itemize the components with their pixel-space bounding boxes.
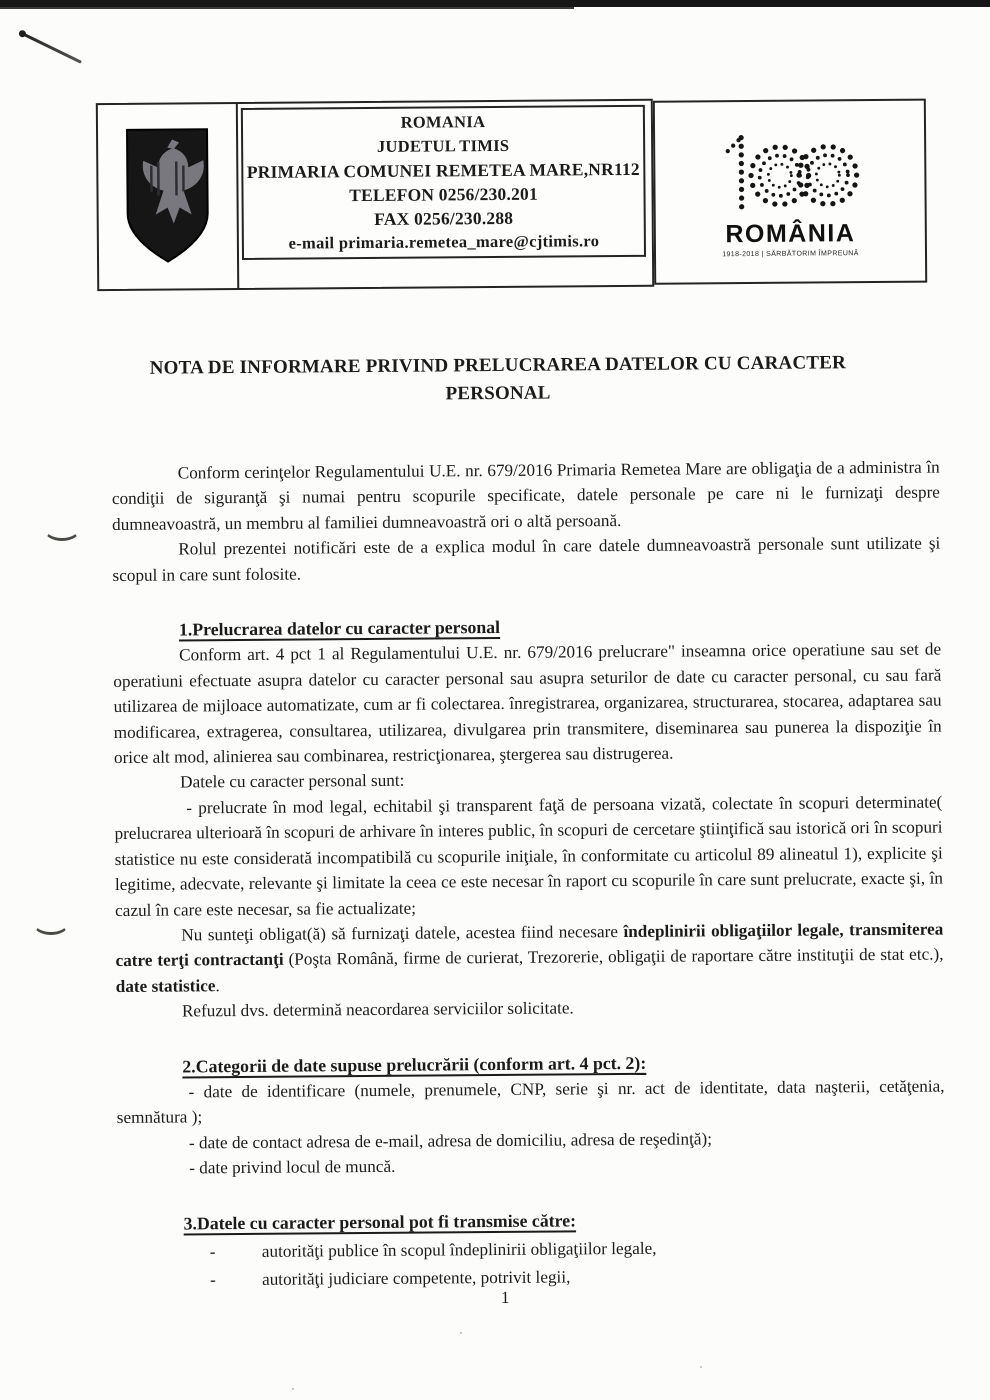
centennial-100-dotted-icon [714,125,865,222]
section2-item-2: - date de contact adresa de e-mail, adresa de domiciliu, adresa de reşedinţă); [188,1129,713,1153]
page-number: 1 [500,1287,510,1307]
centennial-country-label: ROMÂNIA [725,219,856,249]
scan-edge-artifact-thin [0,7,574,9]
letterhead-email: e-mail primaria.remetea_mare@cjtimis.ro [288,231,600,253]
letterhead-fax: FAX 0256/230.288 [374,207,514,229]
margin-mark [33,912,69,935]
section2-item-3: - date privind locul de muncă. [189,1156,396,1178]
section2-item-1: - date de identificare (numele, prenumele, CNP, serie şi nr. act de identitate, data naşterii, cetăţenia, semnătura ); [116,1076,945,1128]
scan-edge-artifact [0,0,990,7]
dash-marker: - [209,1242,216,1262]
romania-coat-of-arms-icon [121,121,214,272]
section3-heading: 3.Datele cu caracter personal pot fi transmise către: [183,1209,577,1234]
intro-paragraph-2: Rolul prezentei notificări este de a explica modul în care datele dumneavoastră personale sunt utilizate şi scopul in care sunt folosite. [112,533,941,585]
pen-mark-artifact [21,32,82,64]
section1-paragraph-4: Nu sunteţi obligat(ă) să furnizaţi datele, acestea fiind necesare îndeplinirii obligaţiilor legale, transmiterea catre terţi contractanţi (Poşta Română, firme de curierat, Trezorerie, obligaţii de raportare către instituţii de stat etc.), date statistice. [115,919,944,996]
section3-item-2: - autorităţi judiciare competente, potrivit legii, [210,1262,946,1293]
centennial-tagline: 1918-2018 | SĂRBĂTORIM ÎMPREUNĂ [722,250,859,259]
letterhead-phone: TELEFON 0256/230.201 [349,183,538,206]
document-title: NOTA DE INFORMARE PRIVIND PRELUCRAREA DATELOR CU CARACTER PERSONAL [149,352,847,404]
coat-of-arms-cell [98,104,239,289]
section1-heading: 1.Prelucrarea datelor cu caracter personal [178,617,501,640]
centennial-logo-box [653,99,927,285]
section1-paragraph-3: - prelucrate în mod legal, echitabil şi transparent faţă de persoana vizată, colectate în scopuri determinate( prelucrarea ulterioară în scopuri de arhivare în interes public, în scopuri de cercetare ştiinţifică sau istorică ori în scopuri statistice nu este considerată incompatibilă cu scopurile iniţiale, în conformitate cu articolul 89 alineatul 1), explicite şi legitime, adecvate, relevante şi limitate la ceea ce este necesar în raport cu scopurile în care sunt prelucrate, exacte şi, în cazul în care este necesar, sa fie actualizate; [114,792,943,920]
section1-paragraph-5: Refuzul dvs. determină neacordarea serviciilor solicitate. [181,998,574,1021]
letterhead-institution: PRIMARIA COMUNEI REMETEA MARE,NR112 [246,158,640,182]
letterhead-left-box [96,99,654,291]
document-body [112,455,947,1294]
letterhead [96,97,927,292]
margin-mark [44,518,80,541]
section3-item-1: - autorităţi publice în scopul îndeplinirii obligaţiilor legale, [210,1233,946,1264]
letterhead-country: ROMANIA [400,112,486,132]
scan-speck [292,1388,294,1390]
scan-speck [460,1332,462,1334]
scan-speck [700,1366,702,1368]
section1-paragraph-1: Conform art. 4 pct 1 al Regulamentului U.E. nr. 679/2016 prelucrare" inseamna orice operatiune sau set de operatiuni efectuate asupra datelor cu caracter personal sau asupra seturilor de date cu caracter personal, cu sau fară utilizarea de mijloace automatizate, cum ar fi colectarea. înregistrarea, organizarea, structurarea, stocarea, adaptarea sau modificarea, extragerea, consultarea, utilizarea, divulgarea prin transmitere, diseminarea sau punerea la dispoziţie în orice alt mod, alinierea sau combinarea, restricţionarea, ştergerea sau distrugerea. [113,639,942,768]
section1-paragraph-2: Datele cu caracter personal sunt: [180,771,405,792]
intro-paragraph-1: Conform cerinţelor Regulamentului U.E. nr. 679/2016 Primaria Remetea Mare are obligaţia de a administra în condiţii de siguranţă şi numai pentru scopurile specificate, datele personale pe care ni le furnizaţi despre dumneavoastră, un membru al familiei dumneavoastră ori o altă persoană. [111,457,940,534]
dash-marker: - [209,1270,216,1290]
section2-heading: 2.Categorii de date supuse prelucrării (conform art. 4 pct. 2): [182,1052,647,1077]
letterhead-text-box [241,105,646,260]
letterhead-county: JUDETUL TIMIS [376,135,510,156]
